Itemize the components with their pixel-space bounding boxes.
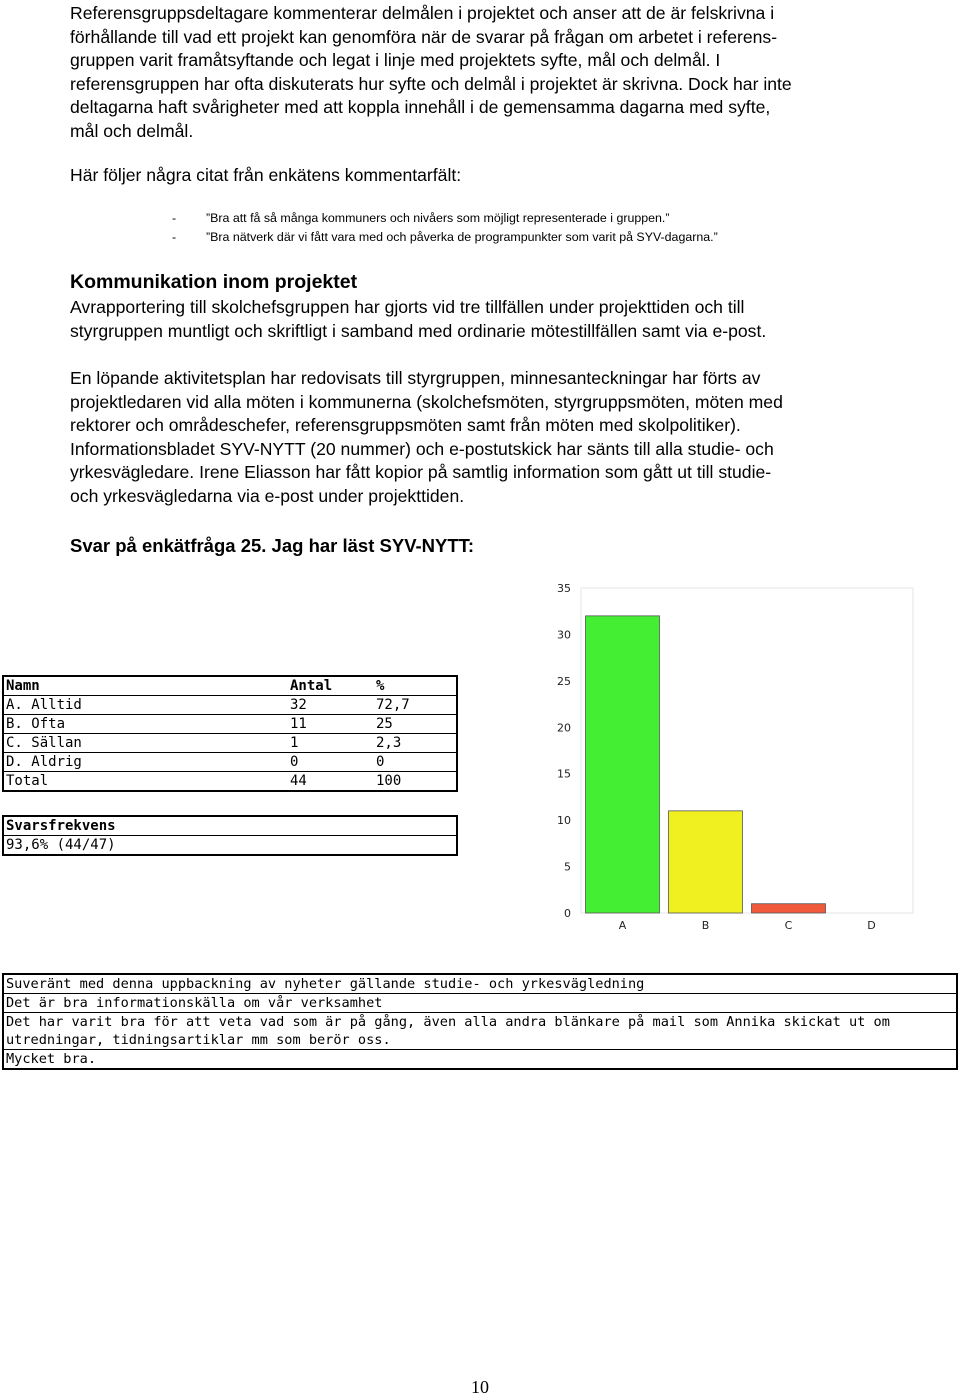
table-row (3, 994, 957, 1013)
intro-line: gruppen varit framåtsyftande och legat i linje med projektets syfte, mål och delmål. I (70, 50, 721, 70)
table-row (3, 836, 457, 856)
intro-line: referensgruppen har ofta diskuterats hur syfte och delmål i projektet är skrivna. Dock har inte (70, 73, 792, 94)
table-row (3, 753, 457, 772)
table-cell: D. Aldrig (3, 753, 288, 772)
table-row (3, 772, 457, 792)
paragraph-line: rektorer och områdeschefer, referensgruppsmöten samt från möten med skolpolitiker). (70, 415, 741, 435)
table-cell: B. Ofta (3, 715, 288, 734)
y-tick-label: 0 (564, 907, 571, 920)
paragraph-line: Informationsbladet SYV-NYTT (20 nummer) och e-postutskick har sänts till alla studie- och (70, 438, 774, 459)
table-cell: Total (3, 772, 288, 792)
paragraph-line: En löpande aktivitetsplan har redovisats till styrgruppen, minnesanteckningar har förts av (70, 368, 761, 388)
bar-a (586, 616, 660, 913)
table-row (3, 696, 457, 715)
quote-dash: - (172, 230, 177, 244)
bar-c (752, 904, 826, 913)
y-tick-label: 25 (557, 674, 571, 688)
comment-cell: Suveränt med denna uppbackning av nyheter gällande studie- och yrkesvägledning (3, 974, 957, 994)
table-row (3, 974, 957, 994)
comment-cell: Mycket bra. (3, 1050, 957, 1070)
quote-text: ”Bra att få så många kommuners och nivåers som möjligt representerade i gruppen.” (206, 211, 670, 225)
table-row (3, 1013, 957, 1050)
table-row (3, 1050, 957, 1070)
table-cell: C. Sällan (3, 734, 288, 753)
paragraph-line: styrgruppen muntligt och skriftligt i samband med ordinarie mötestillfällen samt via e-post. (70, 320, 767, 341)
intro-line: förhållande till vad ett projekt kan genomföra när de svarar på frågan om arbetet i referens- (70, 26, 778, 47)
comment-cell: Det har varit bra för att veta vad som är på gång, även alla andra blänkare på mail som Annika skickat ut om utredningar, tidningsartiklar mm som berör oss. (3, 1013, 957, 1050)
table-header-cell: % (374, 676, 457, 696)
survey-question-heading: Svar på enkätfråga 25. Jag har läst SYV-NYTT: (70, 535, 475, 556)
table-header-cell: Svarsfrekvens (3, 816, 457, 836)
y-tick-label: 10 (557, 814, 571, 828)
table-cell: 32 (288, 696, 374, 715)
response-rate-table (2, 815, 458, 856)
paragraph-line: Avrapportering till skolchefsgruppen har gjorts vid tre tillfällen under projekttiden och till (70, 297, 745, 317)
x-tick-label: C (784, 919, 793, 932)
x-tick-label: B (701, 919, 710, 932)
table-row (3, 734, 457, 753)
table-cell: 100 (374, 772, 457, 792)
table-cell: 25 (374, 715, 457, 734)
quotes-heading: Här följer några citat från enkätens kommentarfält: (70, 165, 462, 185)
section-heading: Kommunikation inom projektet (70, 271, 358, 293)
paragraph-line: och yrkesvägledarna via e-post under projekttiden. (70, 485, 465, 506)
paragraph-line: projektledaren vid alla möten i kommunerna (skolchefsmöten, styrgruppsmöten, möten med (70, 391, 783, 412)
table-cell: 1 (288, 734, 374, 753)
communication-paragraph-2 (70, 367, 940, 508)
y-tick-label: 5 (564, 860, 571, 874)
table-header-cell: Antal (288, 676, 374, 696)
table-cell: 0 (374, 753, 457, 772)
table-cell: 93,6% (44/47) (3, 836, 457, 856)
table-header-row (3, 816, 457, 836)
bar-b (669, 811, 743, 913)
y-tick-label: 15 (557, 767, 571, 781)
quote-dash: - (172, 211, 177, 225)
y-tick-label: 30 (557, 628, 571, 642)
intro-line: deltagarna haft svårigheter med att koppla innehåll i de gemensamma dagarna med syfte, (70, 97, 771, 117)
quote-item (172, 230, 718, 244)
table-header-cell: Namn (3, 676, 288, 696)
table-cell: 11 (288, 715, 374, 734)
table-cell: A. Alltid (3, 696, 288, 715)
bar-chart (545, 578, 915, 936)
table-cell: 44 (288, 772, 374, 792)
table-header-row (3, 676, 457, 696)
intro-line: Referensgruppsdeltagare kommenterar delmålen i projektet och anser att de är felskrivna i (70, 3, 775, 23)
quote-item (172, 211, 670, 225)
y-tick-label: 35 (557, 582, 571, 595)
communication-paragraph-1 (70, 296, 940, 343)
x-tick-label: A (618, 919, 627, 932)
intro-line: mål och delmål. (70, 120, 194, 141)
intro-paragraph (70, 2, 930, 143)
comment-cell: Det är bra informationskälla om vår verksamhet (3, 994, 957, 1013)
quote-text: ”Bra nätverk där vi fått vara med och påverka de programpunkter som varit på SYV-dagarna.” (206, 230, 718, 244)
paragraph-line: yrkesvägledare. Irene Eliasson har fått kopior på samtlig information som gått ut till studie- (70, 462, 772, 482)
table-row (3, 715, 457, 734)
table-cell: 0 (288, 753, 374, 772)
x-tick-label: D (867, 919, 876, 932)
y-tick-label: 20 (557, 721, 571, 735)
comments-table (2, 973, 958, 1070)
table-cell: 72,7 (374, 696, 457, 715)
table-cell: 2,3 (374, 734, 457, 753)
answers-table (2, 675, 458, 792)
page-number: 10 (471, 1377, 489, 1397)
